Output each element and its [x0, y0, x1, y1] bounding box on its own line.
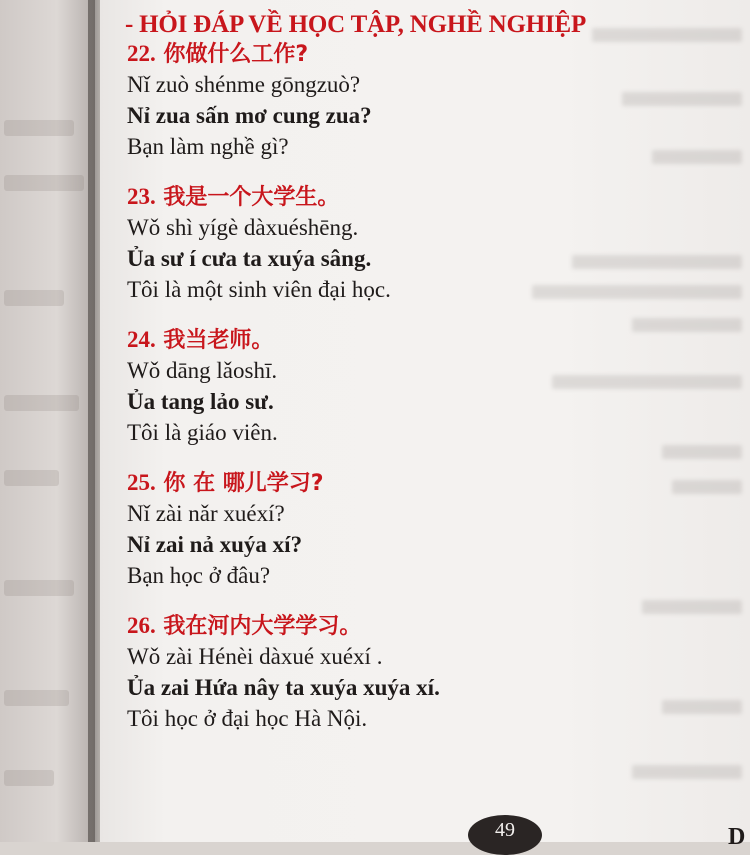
- entry-number: 23.: [127, 184, 156, 209]
- entry-number: 22.: [127, 41, 156, 66]
- pinyin-line: Wǒ dāng lǎoshī.: [127, 358, 278, 383]
- chinese-text: 我是一个大学生。: [163, 185, 340, 210]
- vietnamese-line: Tôi là một sinh viên đại học.: [127, 277, 391, 302]
- phrase-entry: [127, 326, 687, 448]
- vietnamese-line: Tôi học ở đại học Hà Nội.: [127, 706, 368, 731]
- bleed-mark: [4, 770, 54, 786]
- pinyin-line: Nǐ zuò shénme gōngzuò?: [127, 72, 361, 97]
- bleed-mark: [4, 470, 59, 486]
- phrase-entry: [127, 469, 687, 591]
- bleed-mark: [4, 690, 69, 706]
- phrase-entry: [127, 40, 687, 162]
- bleed-mark: [4, 175, 84, 191]
- phonetic-line: Ủa sư í cưa ta xuýa sâng.: [127, 246, 372, 271]
- chinese-phrase: [127, 183, 687, 212]
- phrase-entry: [127, 183, 687, 305]
- bleed-mark: [632, 765, 742, 779]
- vietnamese-line: Bạn làm nghề gì?: [127, 134, 289, 159]
- vietnamese-line: Tôi là giáo viên.: [127, 420, 278, 445]
- page-number-badge: 49: [468, 815, 542, 855]
- next-page-letter: D: [728, 824, 746, 850]
- entry-number: 25.: [127, 470, 156, 495]
- chinese-text: 你做什么工作?: [163, 42, 309, 67]
- page-content: [127, 10, 687, 755]
- phrase-entry: [127, 612, 687, 734]
- left-facing-page: [0, 0, 95, 842]
- bleed-mark: [4, 290, 64, 306]
- entry-number: 26.: [127, 613, 156, 638]
- chinese-phrase: [127, 612, 687, 641]
- chinese-phrase: [127, 40, 687, 69]
- bleed-mark: [4, 395, 79, 411]
- chinese-text: 我在河内大学学习。: [163, 614, 362, 639]
- pinyin-line: Nǐ zài nǎr xuéxí?: [127, 501, 285, 526]
- phonetic-line: Ủa tang lảo sư.: [127, 389, 274, 414]
- phonetic-line: Nỉ zua sấn mơ cung zua?: [127, 103, 372, 128]
- entry-number: 24.: [127, 327, 156, 352]
- chinese-text: 我当老师。: [163, 328, 274, 353]
- chinese-phrase: [127, 469, 687, 498]
- bleed-mark: [4, 120, 74, 136]
- section-title: - HỎI ĐÁP VỀ HỌC TẬP, NGHỀ NGHIỆP: [125, 11, 587, 38]
- phonetic-line: Ủa zai Hứa nây ta xuýa xuýa xí.: [127, 675, 440, 700]
- chinese-text: 你 在 哪儿学习?: [163, 471, 324, 496]
- vietnamese-line: Bạn học ở đâu?: [127, 563, 271, 588]
- chinese-phrase: [127, 326, 687, 355]
- pinyin-line: Wǒ shì yígè dàxuéshēng.: [127, 215, 359, 240]
- phonetic-line: Nỉ zai nả xuýa xí?: [127, 532, 303, 557]
- bleed-mark: [4, 580, 74, 596]
- pinyin-line: Wǒ zài Hénèi dàxué xuéxí .: [127, 644, 383, 669]
